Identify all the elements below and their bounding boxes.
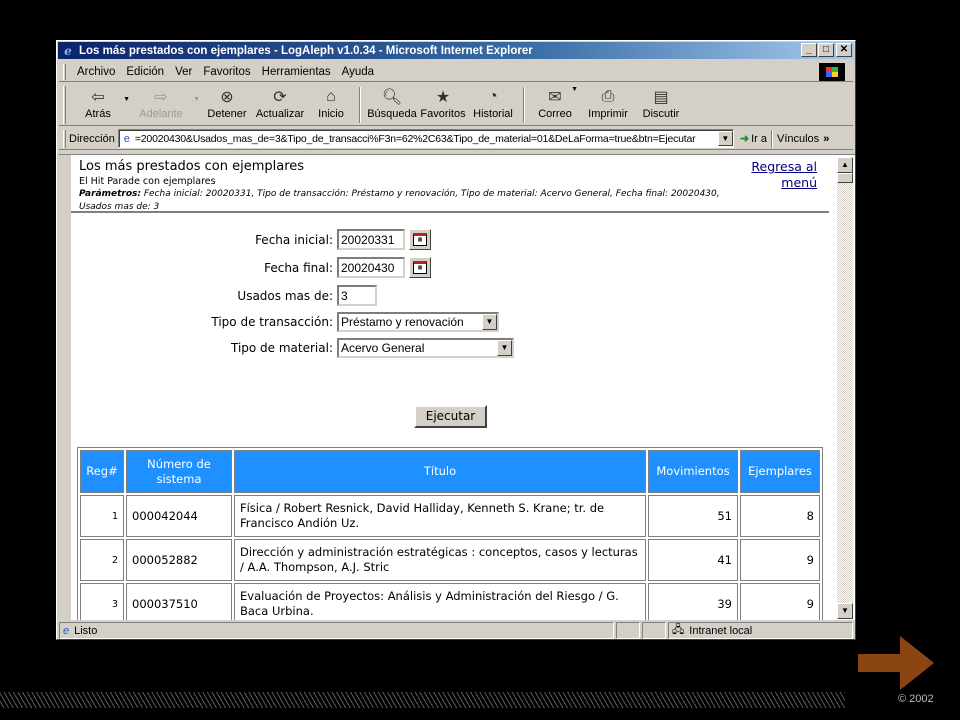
calendar-icon: ▦ [413,233,427,246]
status-text-panel [59,622,614,639]
chevron-down-icon[interactable]: ▼ [482,314,497,330]
column-header-sistema: Número de sistema [126,450,232,493]
fecha-inicial-input[interactable]: 20020331 [337,229,405,250]
links-button[interactable] [777,133,829,145]
status-text: Listo [74,624,98,637]
windows-logo-icon [819,63,845,81]
ejecutar-button[interactable]: Ejecutar [414,405,487,428]
fecha-final-label: Fecha final: [264,260,333,275]
results-table [77,447,823,620]
print-button[interactable] [580,84,636,124]
browser-window [56,40,856,640]
material-selected: Acervo General [341,341,425,355]
discuss-icon: ▤ [653,89,669,106]
refresh-button[interactable] [252,84,308,124]
content-area [59,154,855,620]
stop-button[interactable] [202,84,252,124]
cell-sistema: 000037510 [126,583,232,620]
page-header [71,155,829,213]
fecha-inicial-label: Fecha inicial: [255,232,333,247]
parameters-value: Fecha inicial: 20020331, Tipo de transacción: Préstamo y renovación, Tipo de material: Acervo General, Fecha final: 20020430, Usados mas de: 3 [79,189,720,212]
transaccion-row [133,312,499,332]
material-label: Tipo de material: [230,341,333,355]
page-title: Los más prestados con ejemplares [79,159,305,174]
title-bar [58,42,854,59]
menu-herramientas[interactable]: Herramientas [261,65,331,78]
menu-ver[interactable]: Ver [175,65,193,78]
left-frame-strip [59,155,71,620]
address-dropdown-icon[interactable]: ▼ [718,131,733,146]
menu-favoritos[interactable]: Favoritos [203,65,251,78]
usados-row [133,285,377,306]
cell-titulo: Dirección y administración estratégicas : conceptos, casos y lecturas / A.A. Thompson, A.J. Stric [234,539,646,581]
mail-label: Correo [538,108,572,120]
standard-toolbar [59,84,853,126]
mail-button[interactable] [530,84,580,124]
cell-movimientos: 41 [648,539,738,581]
fecha-inicial-row [133,229,431,250]
cell-titulo: Evaluación de Proyectos: Análisis y Administración del Riesgo / G. Baca Urbina. [234,583,646,620]
column-header-titulo: Título [234,450,646,493]
intranet-icon: 🖧 [672,624,685,636]
search-button[interactable] [366,84,418,124]
go-button[interactable] [740,132,767,145]
fecha-final-input[interactable]: 20020430 [337,257,405,278]
search-label: Búsqueda [367,108,417,120]
page-icon: e [63,624,70,637]
forward-arrow-icon: ⇨ [154,89,168,106]
ie-logo-icon: e [64,43,72,58]
column-header-reg: Reg# [80,450,124,493]
minimize-button[interactable]: _ [801,43,817,57]
forward-label: Adelante [139,108,183,120]
home-icon: ⌂ [326,88,336,105]
links-label: Vínculos [776,132,820,145]
mail-dropdown-icon[interactable]: ▼ [571,86,578,93]
forward-button[interactable] [128,84,200,124]
address-url[interactable]: =20020430&Usados_mas_de=3&Tipo_de_transacci%F3n=62%2C63&Tipo_de_material=01&DeLaForma=true&btn=Ejecutar [134,132,696,145]
fecha-inicial-calendar-button[interactable] [409,229,431,250]
history-icon: ◔ [488,88,498,105]
toolbar-separator [523,87,525,123]
refresh-icon: ⟳ [273,89,287,106]
status-panel-empty [616,622,640,639]
material-select[interactable] [337,338,514,358]
refresh-label: Actualizar [255,108,305,120]
material-row [133,338,514,358]
links-chevron-icon: » [823,132,830,145]
cell-ejemplares: 8 [740,495,820,537]
window-title: Los más prestados con ejemplares - LogAleph v1.0.34 - Microsoft Internet Explorer [79,44,533,57]
cell-ejemplares: 9 [740,583,820,620]
status-zone: Intranet local [689,624,753,637]
scroll-down-button[interactable]: ▼ [837,603,853,619]
history-button[interactable] [468,84,518,124]
home-label: Inicio [318,108,344,120]
cell-reg: 1 [80,495,124,537]
cell-sistema: 000042044 [126,495,232,537]
transaccion-selected: Préstamo y renovación [341,315,464,329]
fecha-final-row [133,257,431,278]
stop-icon: ⊗ [220,89,234,106]
transaccion-label: Tipo de transacción: [211,315,333,329]
status-zone-panel [668,622,853,639]
fecha-final-calendar-button[interactable] [409,257,431,278]
column-header-movimientos: Movimientos [648,450,738,493]
menu-ayuda[interactable]: Ayuda [341,65,375,78]
scroll-up-button[interactable]: ▲ [837,157,853,173]
page-icon: e [123,132,130,145]
back-arrow-icon: ⇦ [91,89,105,106]
cell-titulo: Física / Robert Resnick, David Halliday, Kenneth S. Krane; tr. de Francisco Andión Uz. [234,495,646,537]
chevron-down-icon[interactable]: ▼ [497,340,512,356]
cell-sistema: 000052882 [126,539,232,581]
toolbar-separator [359,87,361,123]
favorites-icon: ★ [435,89,451,106]
back-button[interactable] [72,84,130,124]
next-slide-arrow-icon[interactable] [858,634,936,692]
table-row [80,583,820,620]
search-icon: 🔍︎ [381,89,403,106]
status-panel-empty [642,622,666,639]
favorites-label: Favoritos [420,108,466,120]
parameters-text [79,188,729,214]
address-label: Dirección [69,132,115,145]
toolbar-grip [63,86,66,124]
usados-input[interactable]: 3 [337,285,377,306]
next-arrow-shape [858,636,934,690]
menu-edicion[interactable]: Edición [126,65,165,78]
column-header-ejemplares: Ejemplares [740,450,820,493]
maximize-button[interactable]: □ [818,43,834,57]
decorative-hatch-bar [0,692,845,708]
copyright-text: © 2002 [898,693,934,705]
back-dropdown-icon[interactable]: ▼ [123,96,130,103]
address-grip [63,130,66,148]
address-separator [771,130,773,148]
menu-archivo[interactable]: Archivo [77,65,116,78]
go-label: Ir a [751,132,767,145]
home-button[interactable] [308,84,354,124]
cell-ejemplares: 9 [740,539,820,581]
scroll-thumb[interactable] [837,173,853,183]
print-label: Imprimir [588,108,628,120]
close-button[interactable]: ✕ [836,43,852,57]
cell-movimientos: 39 [648,583,738,620]
address-bar [59,128,853,150]
history-label: Historial [473,108,513,120]
table-row [80,539,820,581]
table-row [80,495,820,537]
back-label: Atrás [85,108,111,120]
discuss-button[interactable] [636,84,686,124]
menu-bar [59,62,853,82]
address-input[interactable] [118,129,734,148]
table-header-row [80,450,820,493]
menu-grip [63,64,66,80]
cell-reg: 3 [80,583,124,620]
forward-dropdown-icon[interactable]: ▼ [193,96,200,103]
calendar-icon: ▦ [413,261,427,274]
printer-icon: ⎙ [601,88,615,105]
mail-icon: ✉ [548,89,562,106]
vertical-scrollbar[interactable] [837,157,853,619]
stop-label: Detener [207,108,247,120]
usados-label: Usados mas de: [237,288,333,303]
parameters-label: Parámetros: [79,189,141,199]
favorites-button[interactable] [418,84,468,124]
transaccion-select[interactable] [337,312,499,332]
discuss-label: Discutir [642,108,680,120]
back-to-menu-link[interactable]: Regresa al menú [751,159,817,190]
cell-movimientos: 51 [648,495,738,537]
cell-reg: 2 [80,539,124,581]
status-bar [59,622,855,639]
page-subtitle: El Hit Parade con ejemplares [79,176,216,187]
web-page [71,155,835,620]
go-arrow-icon: ➜ [739,133,750,145]
